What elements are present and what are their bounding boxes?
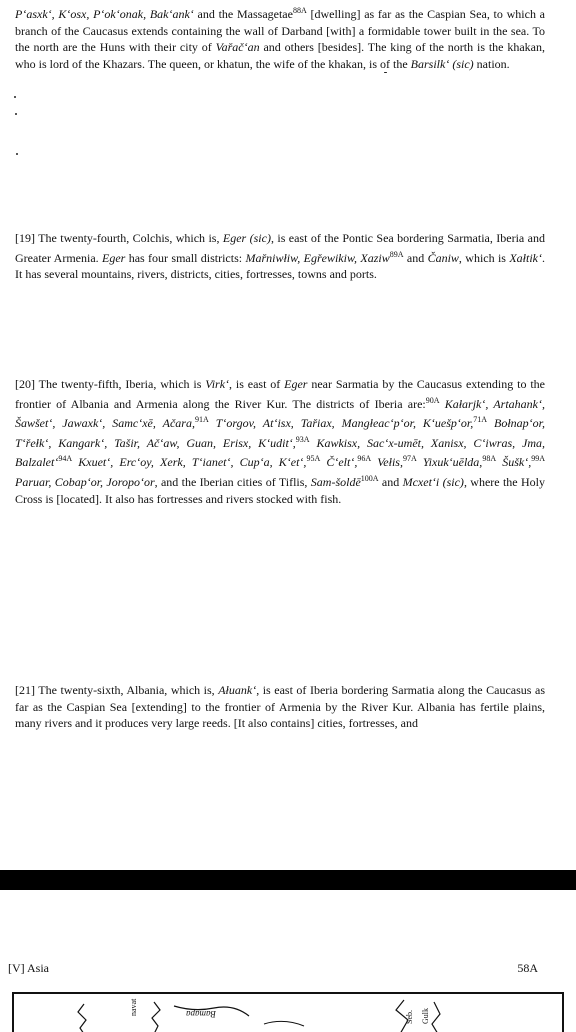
page-number: 58A xyxy=(517,961,538,975)
paragraph-19-colchis: [19] The twenty-fourth, Colchis, which is, Eger (sic), is east of the Pontic Sea bordering Sarmatia, Iberia and Greater Armenia. Eger has four small districts: Mařniwłiw, Egřewikiw, Xaziw$^{89A}$ and Čaniw, which is Xałtik‘. It has several mountains, rivers, districts, cities, fortresses, towns and ports. xyxy=(15,231,545,282)
footnote-ref: 89A xyxy=(389,249,404,259)
scan-speck xyxy=(14,96,16,98)
page-break-band xyxy=(0,870,576,890)
paragraph-intro: P‘asxk‘, K‘osx, P‘ok‘onak, Bak‘ank‘ and the Massagetae$^{88A}$ [dwelling] as far as the Caspian Sea, to which a branch of the Caucasus extends containing the wall of Darband [with] a formidable tower built in the sea. To the north are the Huns with their city of Vařač‘an and others [besides]. The king of the north is the khakan, who is lord of the Khazars. The queen, or khatun, the wife of the khakan, is of the Barsilk‘ (sic) nation. xyxy=(15,6,546,71)
footnote-ref: 90A xyxy=(425,395,440,405)
scan-speck xyxy=(384,72,387,73)
footnote-ref: 98A xyxy=(482,454,497,464)
footnote-ref: 99A xyxy=(531,454,546,464)
footnote-ref: 94A xyxy=(58,454,73,464)
running-head xyxy=(8,961,538,976)
paragraph-21-albania: [21] The twenty-sixth, Albania, which is, Ałuank‘, is east of Iberia bordering Sarmatia along the Caucasus as far as the Caspian Sea [extending] to the frontier of Armenia by the River Kur. Albania has fertile plains, many rivers and it produces very large reeds. [It also contains] cities, fortresses, and xyxy=(15,683,545,731)
footnote-ref: 100A xyxy=(360,473,379,483)
footnote-ref: 88A xyxy=(292,6,307,15)
footnote-ref: 96A xyxy=(357,454,372,464)
footnote-ref: 97A xyxy=(402,454,417,464)
paragraph-20-iberia: [20] The twenty-fifth, Iberia, which is Virk‘, is east of Eger near Sarmatia by the Caucasus extending to the frontier of Albania and Armenia along the River Kur. The districts of Iberia are:$^{90A}$ Kałarjk‘, Artahank‘, Šawšet‘, Jawaxk‘, Samc‘xē, Ačara,$^{91A}$ T‘orgov, At‘isx, Tařiax, Mangłeac‘p‘or, K‘uešp‘or,$^{71A}$ Bołnap‘or, T‘řełk‘, Kangark‘, Tašir, Ač‘aw, Guan, Erisx, K‘udit‘,$^{93A}$ Kawkisx, Sac‘x-umēt, Xanisx, C‘iwras, Jma, Balzalet‘$^{94A}$ Kxuet‘, Erc‘oy, Xerk, T‘ianet‘, Cup‘a, K‘et‘,$^{95A}$ Č‘elt‘,$^{96A}$ Vełis,$^{97A}$ Yixuk‘uēlda,$^{98A}$ Šušk‘,$^{99A}$ Paruar, Cobap‘or, Joropo‘or, and the Iberian cities of Tiflis, Sam-šoldē$^{100A}$ and Mcxet‘i (sic), where the Holy Cross is [located]. It also has fortresses and rivers stocked with fish. xyxy=(15,377,546,506)
map-label: Bamapa xyxy=(186,1009,216,1019)
footnote-ref: 71A xyxy=(473,415,488,425)
map-label: Seb. xyxy=(405,1010,414,1024)
map-fragment xyxy=(12,992,564,1032)
map-label: Gulk xyxy=(421,1008,430,1024)
scan-speck xyxy=(16,153,18,155)
running-head-section: [V] Asia xyxy=(8,961,49,975)
footnote-ref: 93A xyxy=(295,434,310,444)
map-label: navat xyxy=(129,998,138,1016)
footnote-ref: 95A xyxy=(306,454,321,464)
footnote-ref: 91A xyxy=(194,415,209,425)
map-lines xyxy=(14,994,564,1032)
place-names: P‘asxk‘, K‘osx, P‘ok‘onak, Bak‘ank‘ xyxy=(15,7,194,21)
scan-speck xyxy=(15,113,17,115)
